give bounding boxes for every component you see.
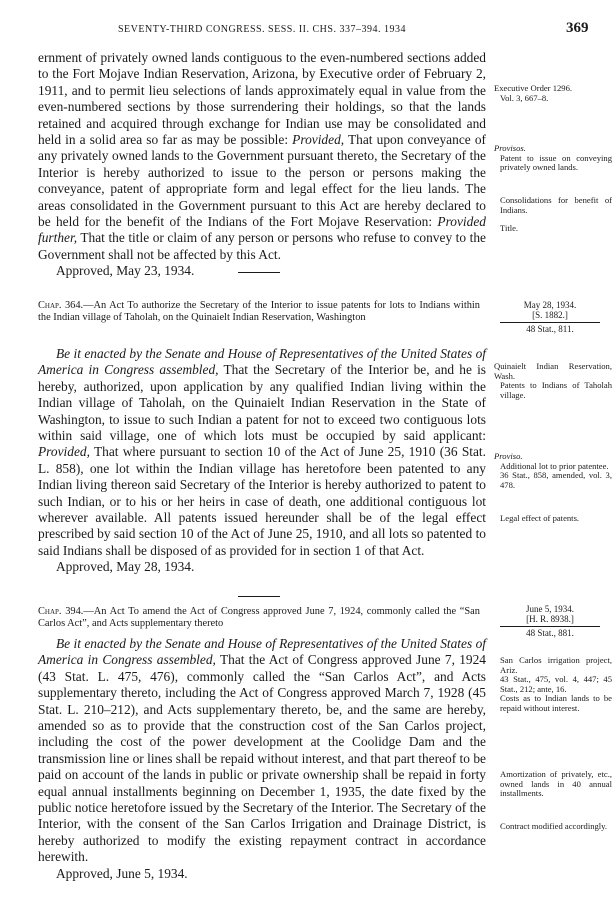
section-divider (238, 596, 280, 597)
page-number: 369 (566, 20, 589, 36)
enacting-clause: Be it enacted by the Senate and House of Representatives of the United States of America in Congress assembled, (38, 346, 486, 378)
text-line: thereto, the Secretary of the Interior is hereby authorized to issue to (38, 148, 486, 180)
chapter-title-text: —An Act To amend the Act of Congress approved June 7, 1924, commonly called the “San Carlos Act”, and Acts supplementary thereto (38, 606, 480, 629)
margin-note-amortization: Amortization of privately, etc., owned lands in 40 annual installments. (500, 769, 612, 799)
statute-reference: 48 Stat., 811. (500, 322, 600, 334)
margin-note-san-carlos: San Carlos irrigation project, Ariz. 43 Stat., 475, vol. 4, 447; 45 Stat., 212; ante, 16. Costs as to Indian lands to be repaid without interest. (500, 655, 612, 713)
margin-note-title: Title. (500, 223, 519, 233)
approved-line: Approved, May 28, 1934. (56, 559, 195, 575)
text-line: to convey to the Government shall not be affected by this Act. (38, 230, 486, 262)
text-line: held in a solid area so far as may be possible: (38, 132, 293, 148)
section-divider (238, 272, 280, 273)
chapter-394-paragraph: Be it enacted by the Senate and House of Representatives of the United States of America in Congress assembled, That the Act of Congress approved June 7, 1924 (43 Stat. L. 475, 476), commonly called the “San Carlos Act”, and Acts supplementary thereto, including the Act of Congress approved March 7, 1928 (45 Stat. L. 210–212), and Acts supplementary thereto, be, and the same are hereby, amended so as to provide that the construction cost of the San Carlos project, including the cost of the power development at the Coolidge Dam and the transmission line or lines shall be repaid without interest, and that part thereof to be paid on account of the lands in public or private ownership shall be repaid in forty equal annual installments beginning on December 1, 1935, the date fixed by the public notice heretofore issued by the Secretary of the Interior. The Secretary of the Interior, with the consent of the San Carlos Irrigation and Drainage District, is hereby authorized to modify the existing repayment contract in accordance herewith. (38, 636, 486, 865)
chapter-394-title (38, 606, 480, 630)
bill-number: [H. R. 8938.] (526, 614, 574, 625)
text-line: the benefit of the Indians of the Fort Mojave Reservation: (105, 214, 438, 230)
bill-number: [S. 1882.] (532, 310, 568, 321)
text-line: by those surrendering their holdings, so that the lands retained and (38, 99, 486, 131)
chapter-394-body (38, 636, 486, 882)
margin-note-proviso: Proviso. Additional lot to prior patentee. 36 Stat., 858, amended, vol. 3, 478. (494, 451, 612, 490)
text-line: lands approximately equal in value from the even-numbered sections (38, 82, 486, 115)
text-line: conveyance of any privately owned lands to the Government pursuant (38, 132, 486, 164)
text-line: That the title or claim of any person or persons who refuse (77, 230, 396, 246)
margin-note-executive-order: Executive Order 1296. Vol. 3, 667–8. (494, 83, 573, 103)
approved-line: Approved, June 5, 1934. (56, 865, 188, 881)
chapter-title-text: —An Act To authorize the Secretary of the Interior to issue patents for lots to Indians within the Indian village of Taholah, on the Quinaielt Indian Reservation, Washington (38, 300, 480, 323)
chapter-364-body (38, 346, 486, 576)
text-line: sections added to the Fort Mojave Indian Reservation, Arizona, by (38, 50, 486, 82)
enactment-date: May 28, 1934. (523, 300, 577, 310)
margin-note-provisos: Provisos. Patent to issue on conveying privately owned lands. (494, 143, 612, 173)
provided-italic: Provided (437, 214, 486, 230)
text-line: acquired through exchange for Indian use may be consolidated and (110, 115, 486, 131)
provided-italic: Provided, (292, 132, 345, 148)
chapter-394-date-block (494, 604, 606, 638)
margin-note-contract: Contract modified accordingly. (500, 821, 608, 831)
text-line: the person or persons making the conveyance, patent of appropriate (38, 164, 486, 197)
chapter-364-date-block (494, 300, 606, 334)
provided-italic: Provided, (38, 444, 90, 460)
text-line: Executive order of February 2, 1911, and to permit lieu selections of (38, 66, 487, 98)
text-line: That upon (344, 132, 404, 148)
chapter-364-paragraph: Be it enacted by the Senate and House of Representatives of the United States of America in Congress assembled, That the Secretary of the Interior be, and he is hereby, authorized, upon application by any qualified Indian living within the Indian village of Taholah, on the Quinaielt Indian Reservation in the State of Washington, to issue to such Indian a patent for not to exceed two contiguous lots within said village, one of which lots must be occupied by said applicant: Provided, That where pursuant to section 10 of the Act of June 25, 1910 (36 Stat. L. 858), one lot within the Indian village has heretofore been patented to any Indian living thereon said Secretary of the Interior is hereby authorized to patent to such Indian, or to his or her heirs in case of death, one additional contiguous lot wherever available. All patents issued hereunder shall be of the legal effect prescribed by said section 10 of the Act of June 25, 1910, and all lots so patented to said Indians shall be disposed of as provided for in section 1 of that Act. (38, 346, 486, 558)
enacting-clause: Be it enacted by the Senate and House of Representatives of the United States of America in Congress assembled, (38, 636, 486, 668)
margin-note-consolidations: Consolidations for benefit of Indians. (500, 195, 612, 215)
chapter-364-title (38, 300, 480, 324)
approved-line: Approved, May 23, 1934. (56, 263, 195, 279)
enactment-date: June 5, 1934. (526, 604, 574, 614)
chapter-label: Chap. 364. (38, 300, 84, 311)
running-header (0, 18, 616, 38)
text-line: Government pursuant to this Act are hereby declared to be held for (38, 197, 487, 230)
chapter-label: Chap. 394. (38, 606, 84, 617)
running-head: SEVENTY-THIRD CONGRESS. SESS. II. CHS. 337–394. 1934 (118, 24, 406, 35)
margin-note-legal-effect: Legal effect of patents. (500, 513, 580, 523)
continuation-paragraph (38, 50, 486, 263)
statute-reference: 48 Stat., 881. (500, 626, 600, 638)
further-italic: further, (38, 230, 78, 246)
text-line: ernment of privately owned lands contiguous to the even-numbered (38, 50, 404, 65)
margin-note-quinaielt: Quinaielt Indian Reservation, Wash. Patents to Indians of Taholah village. (494, 361, 612, 400)
section-continuation (38, 50, 486, 280)
text-line: form and legal effect for the lieu lands. The areas consolidated in the (38, 181, 486, 213)
